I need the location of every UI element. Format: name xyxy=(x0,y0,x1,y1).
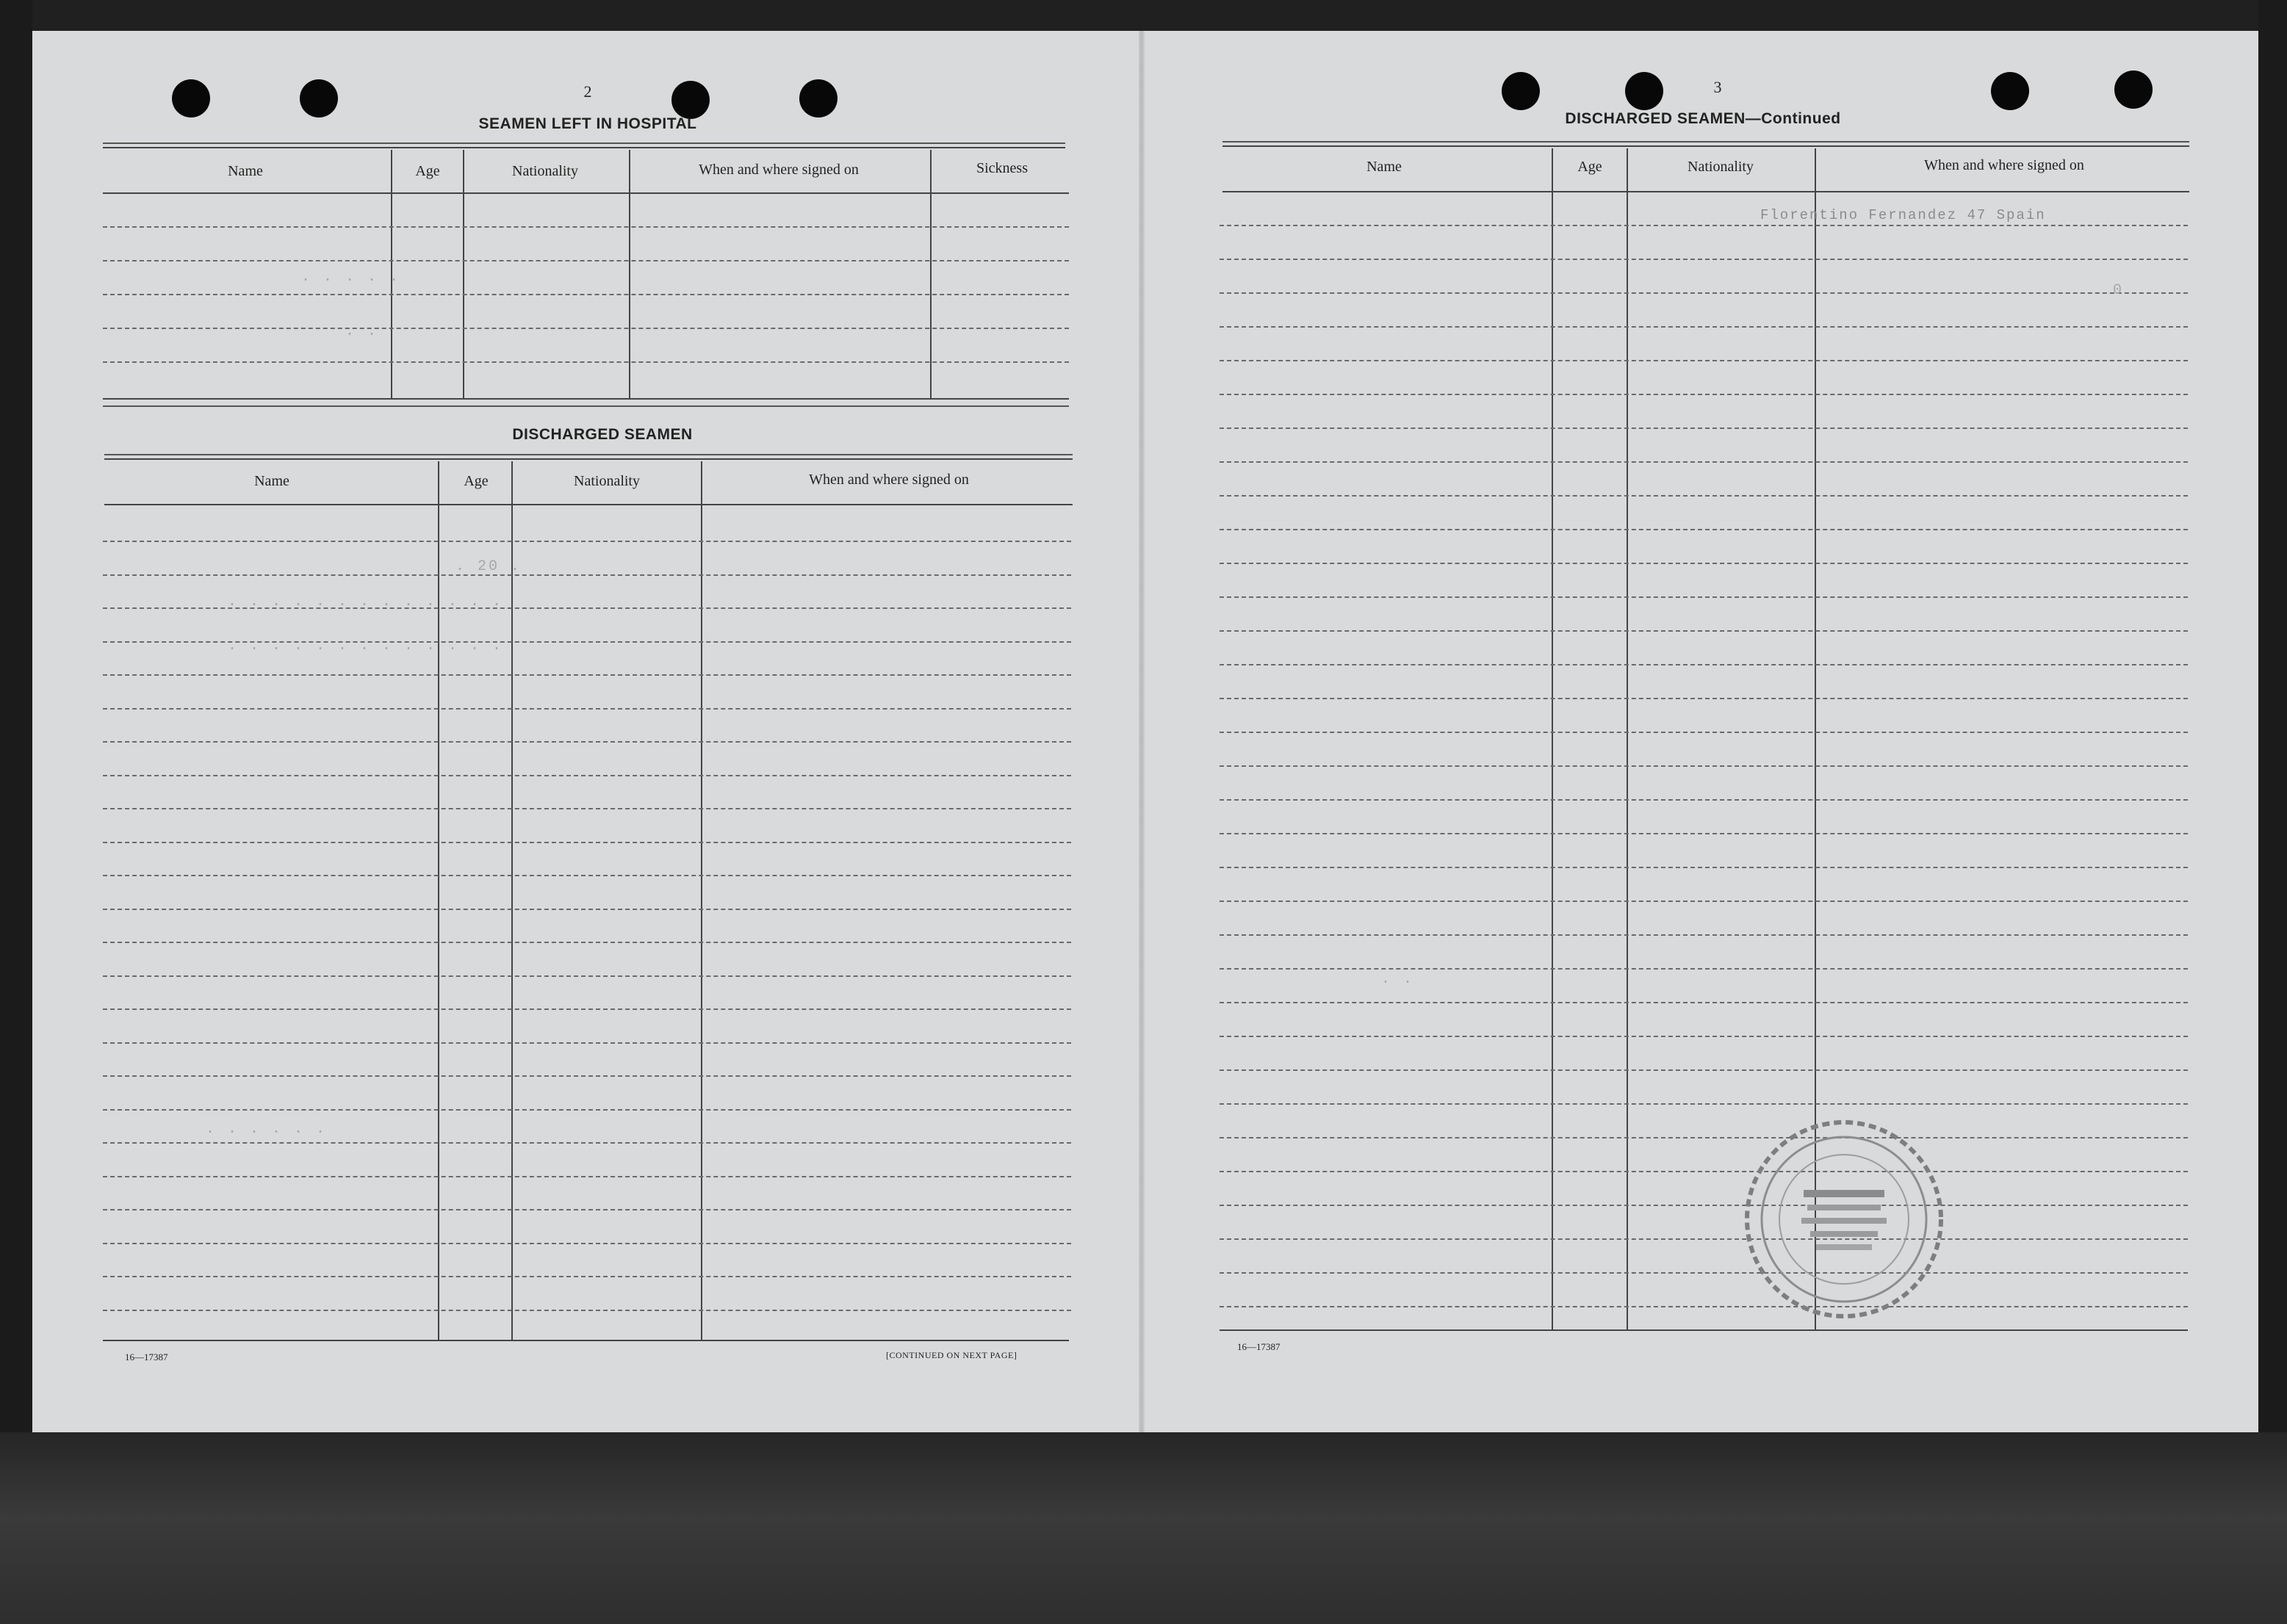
hospital-row-line xyxy=(103,328,1069,329)
table-row-line xyxy=(103,1310,1071,1311)
discharged-col-signed-on: When and where signed on xyxy=(809,472,969,488)
table-row-line xyxy=(1220,732,2188,733)
table-row-line xyxy=(1220,799,2188,801)
table-row-line xyxy=(1220,1002,2188,1003)
discharged-table-header-rule xyxy=(104,504,1073,505)
table-row-line xyxy=(103,741,1071,743)
table-row-line xyxy=(1220,1103,2188,1105)
table-row-line xyxy=(1220,630,2188,632)
discharged-col-divider xyxy=(511,461,513,1340)
discharged-continued-title: DISCHARGED SEAMEN—Continued xyxy=(1565,110,1841,127)
table-row-line xyxy=(103,1109,1071,1111)
bleed-through-mark: · · xyxy=(1381,974,1415,991)
table-row-line xyxy=(1220,461,2188,463)
discharged-col-age: Age xyxy=(464,473,489,489)
table-row-line xyxy=(1220,1238,2188,1240)
page-number-right: 3 xyxy=(1713,78,1722,96)
table-row-line xyxy=(103,975,1071,977)
discharged-col-divider xyxy=(701,461,702,1340)
punch-hole xyxy=(1625,72,1663,110)
table-row-line xyxy=(1220,1306,2188,1307)
hospital-col-signed-on: When and where signed on xyxy=(699,162,859,178)
continued-note: [CONTINUED ON NEXT PAGE] xyxy=(886,1350,1018,1360)
page-number-left: 2 xyxy=(583,82,592,101)
hospital-row-line xyxy=(103,294,1069,295)
table-row-line xyxy=(103,842,1071,843)
table-row-line xyxy=(103,909,1071,910)
bleed-through-entry: Florentino Fernandez 47 Spain xyxy=(1760,207,2046,223)
table-row-line xyxy=(1220,563,2188,564)
hospital-col-name: Name xyxy=(228,163,263,179)
table-row-line xyxy=(1220,765,2188,767)
table-row-line xyxy=(1220,1205,2188,1206)
bleed-through-mark: 0 xyxy=(2113,282,2125,299)
table-row-line xyxy=(103,808,1071,809)
table-row-line xyxy=(1220,1137,2188,1138)
table-row-line xyxy=(1220,360,2188,361)
scan-border-right xyxy=(2258,0,2287,1440)
table-row-line xyxy=(1220,326,2188,328)
table-row-line xyxy=(103,875,1071,876)
right-table-top-rule xyxy=(1222,141,2189,142)
table-row-line xyxy=(1220,292,2188,294)
punch-hole xyxy=(172,79,210,118)
discharged-table-top-rule xyxy=(104,454,1073,455)
table-row-line xyxy=(103,1075,1071,1077)
discharged-section-title: DISCHARGED SEAMEN xyxy=(512,426,693,443)
table-row-line xyxy=(1220,934,2188,936)
hospital-col-sickness: Sickness xyxy=(976,160,1028,176)
punch-hole xyxy=(1502,72,1540,110)
table-row-line xyxy=(103,1142,1071,1144)
hospital-section-title: SEAMEN LEFT IN HOSPITAL xyxy=(478,115,697,132)
right-table-top-rule xyxy=(1222,145,2189,147)
discharged-table-top-rule xyxy=(104,458,1073,460)
table-row-line xyxy=(103,1209,1071,1210)
scan-border-left xyxy=(0,0,32,1440)
punch-hole xyxy=(671,81,710,119)
discharged-col-nationality: Nationality xyxy=(574,473,640,489)
discharged-col-divider xyxy=(438,461,439,1340)
table-row-line xyxy=(1220,529,2188,530)
table-row-line xyxy=(103,1176,1071,1177)
table-row-line xyxy=(1220,259,2188,260)
table-row-line xyxy=(1220,968,2188,970)
table-row-line xyxy=(1220,1272,2188,1274)
table-row-line xyxy=(103,674,1071,676)
table-row-line xyxy=(103,574,1071,576)
table-row-line xyxy=(1220,394,2188,395)
form-number-right: 16—17387 xyxy=(1237,1341,1281,1352)
table-row-line xyxy=(1220,867,2188,868)
page-fold xyxy=(1139,31,1145,1432)
table-row-line xyxy=(103,1243,1071,1244)
bleed-through-mark: · · · · · xyxy=(301,272,401,289)
table-row-line xyxy=(1220,427,2188,429)
table-row-line xyxy=(1220,225,2188,226)
bleed-through-mark: . 20 . xyxy=(455,558,522,575)
table-row-line xyxy=(103,541,1071,542)
table-row-line xyxy=(103,1042,1071,1044)
table-row-line xyxy=(1220,664,2188,665)
hospital-table-header-rule xyxy=(103,192,1069,194)
punch-hole xyxy=(300,79,338,118)
hospital-table-top-rule xyxy=(103,147,1065,148)
punch-hole xyxy=(1991,72,2029,110)
table-row-line xyxy=(1220,1171,2188,1172)
bleed-through-mark: . . xyxy=(345,323,379,340)
table-row-line xyxy=(1220,833,2188,834)
table-row-line xyxy=(1220,698,2188,699)
hospital-table-top-rule xyxy=(103,142,1065,144)
right-col-nationality: Nationality xyxy=(1688,159,1754,175)
scan-background-bottom xyxy=(0,1432,2287,1624)
discharged-top-rule xyxy=(103,405,1069,407)
table-row-line xyxy=(1220,1069,2188,1071)
official-stamp xyxy=(1734,1109,1954,1329)
right-col-signed-on: When and where signed on xyxy=(1924,157,2084,173)
punch-hole xyxy=(2114,71,2153,109)
table-row-line xyxy=(103,708,1071,710)
bleed-through-mark: · · · · · · · · · · · · · xyxy=(228,596,504,613)
hospital-table-bottom-rule xyxy=(103,398,1069,400)
bleed-through-mark: · · · · · · · · · · · · · xyxy=(228,640,504,657)
table-row-line xyxy=(1220,1036,2188,1037)
table-row-line xyxy=(103,775,1071,776)
table-row-line xyxy=(103,942,1071,943)
right-col-name: Name xyxy=(1366,159,1402,175)
hospital-row-line xyxy=(103,260,1069,261)
hospital-col-age: Age xyxy=(415,163,440,179)
hospital-col-nationality: Nationality xyxy=(512,163,578,179)
discharged-col-name: Name xyxy=(254,473,289,489)
bleed-through-mark: · · · · · · xyxy=(206,1124,328,1141)
hospital-row-line xyxy=(103,361,1069,363)
right-table-bottom-rule xyxy=(1220,1329,2188,1331)
table-row-line xyxy=(103,1008,1071,1010)
form-number-left: 16—17387 xyxy=(125,1351,168,1363)
table-row-line xyxy=(1220,495,2188,497)
right-col-age: Age xyxy=(1577,159,1602,175)
punch-hole xyxy=(799,79,838,118)
table-row-line xyxy=(103,1276,1071,1277)
discharged-table-bottom-rule xyxy=(103,1340,1069,1341)
hospital-row-line xyxy=(103,226,1069,228)
table-row-line xyxy=(1220,596,2188,598)
right-table-header-rule xyxy=(1222,191,2189,192)
table-row-line xyxy=(1220,901,2188,902)
